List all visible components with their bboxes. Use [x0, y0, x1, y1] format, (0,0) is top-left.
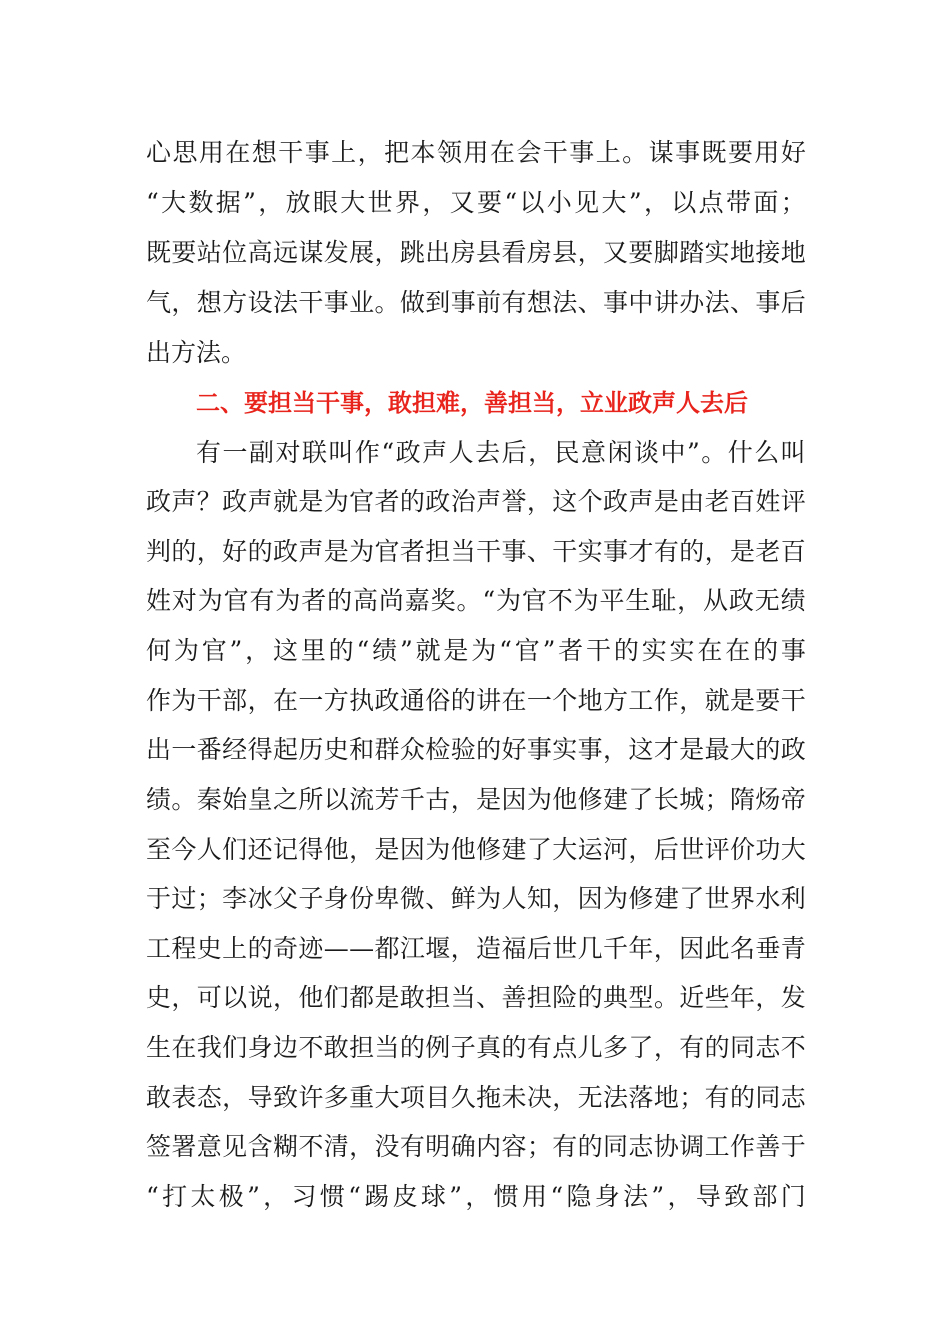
paragraph-line: 何 为 官 ” ， 这 里 的 “ 绩 ” 就 是 为 “ 官 ” 者 干 的 实 实 在 在 的 事: [146, 636, 806, 665]
paragraph-line: 作 为 干 部 ， 在 一 方 执 政 通 俗 的 讲 在 一 个 地 方 工 作 ， 就 是 要 干: [146, 686, 806, 715]
paragraph-line: 心 思 用 在 想 干 事 上 ， 把 本 领 用 在 会 干 事 上 。 谋 事 既 要 用 好: [146, 138, 806, 167]
paragraph-line: 出方法。: [146, 338, 247, 367]
paragraph-line: 绩 。 秦 始 皇 之 所 以 流 芳 千 古 ， 是 因 为 他 修 建 了 长 城 ； 隋 炀 帝: [146, 785, 806, 814]
paragraph-line: 气 ， 想 方 设 法 干 事 业 。 做 到 事 前 有 想 法 、 事 中 讲 办 法 、 事 后: [146, 288, 806, 317]
paragraph-line: 姓 对 为 官 有 为 者 的 高 尚 嘉 奖 。 “ 为 官 不 为 平 生 耻 ， 从 政 无 绩: [146, 586, 806, 615]
paragraph-line: 生 在 我 们 身 边 不 敢 担 当 的 例 子 真 的 有 点 儿 多 了 ， 有 的 同 志 不: [146, 1033, 806, 1062]
paragraph-line: 出 一 番 经 得 起 历 史 和 群 众 检 验 的 好 事 实 事 ， 这 才 是 最 大 的 政: [146, 735, 806, 764]
paragraph-line: 既 要 站 位 高 远 谋 发 展 ， 跳 出 房 县 看 房 县 ， 又 要 脚 踏 实 地 接 地: [146, 238, 806, 267]
paragraph-line: 敢 表 态 ， 导 致 许 多 重 大 项 目 久 拖 未 决 ， 无 法 落 地 ； 有 的 同 志: [146, 1083, 806, 1112]
paragraph-line: “ 打 太 极 ” ， 习 惯 “ 踢 皮 球 ” ， 惯 用 “ 隐 身 法 ” ， 导 致 部 门: [146, 1182, 806, 1211]
paragraph-line: 判 的 ， 好 的 政 声 是 为 官 者 担 当 干 事 、 干 实 事 才 有 的 ， 是 老 百: [146, 537, 806, 566]
paragraph-line: 史 ， 可 以 说 ， 他 们 都 是 敢 担 当 、 善 担 险 的 典 型 。 近 些 年 ， 发: [146, 983, 806, 1012]
paragraph-line: 签 署 意 见 含 糊 不 清 ， 没 有 明 确 内 容 ； 有 的 同 志 协 调 工 作 善 于: [146, 1132, 806, 1161]
paragraph-line: 有 一 副 对 联 叫 作 “ 政 声 人 去 后 ， 民 意 闲 谈 中 ” 。 什 么 叫: [196, 438, 806, 467]
paragraph-line: “ 大 数 据 ” ， 放 眼 大 世 界 ， 又 要 “ 以 小 见 大 ” ， 以 点 带 面 ；: [146, 188, 806, 217]
section-heading: 二、要担当干事，敢担难，善担当，立业政声人去后: [196, 389, 748, 417]
paragraph-line: 政 声 ？ 政 声 就 是 为 官 者 的 政 治 声 誉 ， 这 个 政 声 是 由 老 百 姓 评: [146, 487, 806, 516]
paragraph-line: 于 过 ； 李 冰 父 子 身 份 卑 微 、 鲜 为 人 知 ， 因 为 修 建 了 世 界 水 利: [146, 884, 806, 913]
paragraph-line: 至 今 人 们 还 记 得 他 ， 是 因 为 他 修 建 了 大 运 河 ， 后 世 评 价 功 大: [146, 835, 806, 864]
paragraph-line: 工 程 史 上 的 奇 迹 — — 都 江 堰 ， 造 福 后 世 几 千 年 ， 因 此 名 垂 青: [146, 934, 806, 963]
